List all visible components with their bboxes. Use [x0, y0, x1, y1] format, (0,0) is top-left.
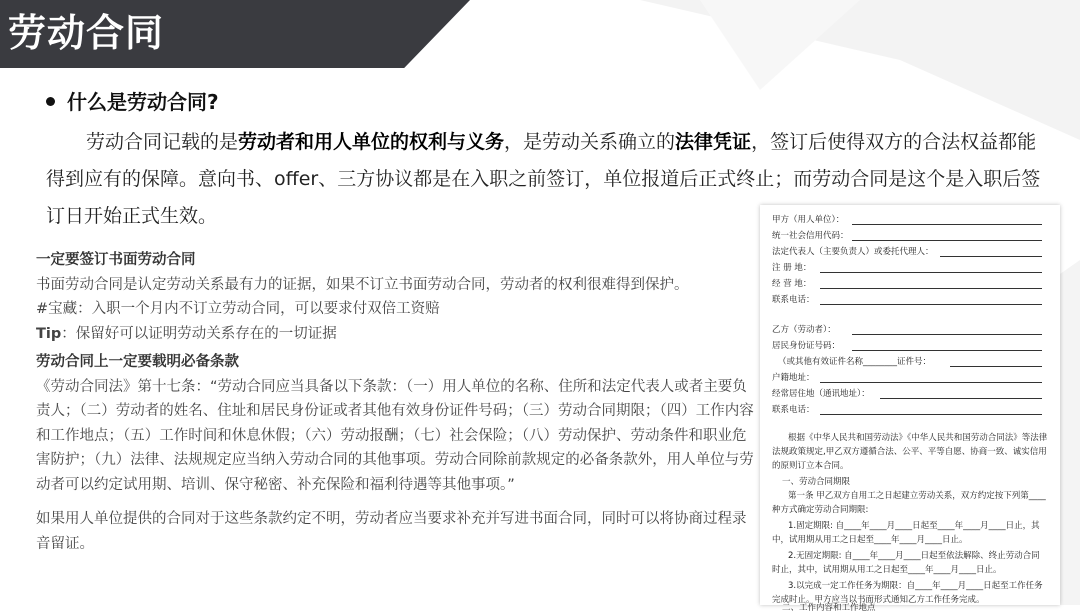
bullet-icon	[46, 97, 55, 106]
contract-preamble: 根据《中华人民共和国劳动法》《中华人民共和国劳动合同法》等法律法规政策规定,甲乙双方遵循合法、公平、平等自愿、协商一致、诚实信用的原则订立本合同。	[772, 433, 1048, 471]
intro-paragraph: 劳动合同记载的是劳动者和用人单位的权利与义务，是劳动关系确立的法律凭证，签订后使得双方的合法权益都能得到应有的保障。意向书、offer、三方协议都是在入职之前签订，单位报道后正式终止；而劳动合同是这个是入职后签订日开始正式生效。	[46, 131, 1041, 227]
section-heading: 一定要签订书面劳动合同	[36, 252, 196, 268]
page-title: 劳动合同	[8, 11, 165, 55]
paragraph: 书面劳动合同是认定劳动关系最有力的证据，如果不订立书面劳动合同，劳动者的权利很难得到保护。	[36, 276, 689, 293]
paragraph: 《劳动合同法》第十七条：“劳动合同应当具备以下条款：（一）用人单位的名称、住所和法定代表人或者主要负责人；（二）劳动者的姓名、住址和居民身份证或者其他有效身份证件号码；（三）劳动合同期限；（四）工作内容和工作地点；（五）工作时间和休息休假；（六）劳动报酬；（七）社会保险；（八）劳动保护、劳动条件和职业危害防护；（九）法律、法规规定应当纳入劳动合同的其他事项。劳动合同除前款规定的必备条款外，用人单位与劳动者可以约定试用期、培训、保守秘密、补充保险和福利待遇等其他事项。”	[36, 378, 754, 493]
question-heading: 什么是劳动合同?	[46, 86, 219, 115]
contract-image: 甲方（用人单位）： 统一社会信用代码： 法定代表人（主要负责人）或委托代理人： 注 册 地： 经 营 地： 联系电话： 乙方（劳动者）： 居民身份证号码： （或其他有效证件名称________证件号： 户籍地址： 经常居住地（通讯地址）： 联系电话： 根据《中华人民共和国劳动法》《中华人民共和国劳动合同法》等法律法规政策规定,甲乙双方遵循合法、公平、平等自愿、协商一致、诚实信用的原则订立本合同。 一、劳动合同期限 第一条 甲乙双方自用工之日起建立劳动关系，双方约定按下列第____种方式确定劳动合同期限: 1.固定期限: 自____年____月____日起至____年____月____日止，其中，试用期从用工之日起至____年____月____日止。 2.无固定期限: 自____年____月____日起至依法解除、终止劳动合同时止，其中，试用期从用工之日起至____年____月____日止。 3.以完成一定工作任务为期限：自____年____月____日起至工作任务完成时止。甲方应当以书面形式通知乙方工作任务完成。 二、工作内容和工作地点	[760, 205, 1060, 605]
section-heading: 劳动合同上一定要载明必备条款	[36, 354, 239, 370]
paragraph: 如果用人单位提供的合同对于这些条款约定不明，劳动者应当要求补充并写进书面合同，同时可以将协商过程录音留证。	[36, 511, 747, 552]
body-text	[36, 248, 756, 556]
paragraph: #宝藏：入职一个月内不订立劳动合同，可以要求付双倍工资赔	[36, 301, 440, 317]
tip-line: Tip：保留好可以证明劳动关系存在的一切证据	[36, 325, 337, 342]
